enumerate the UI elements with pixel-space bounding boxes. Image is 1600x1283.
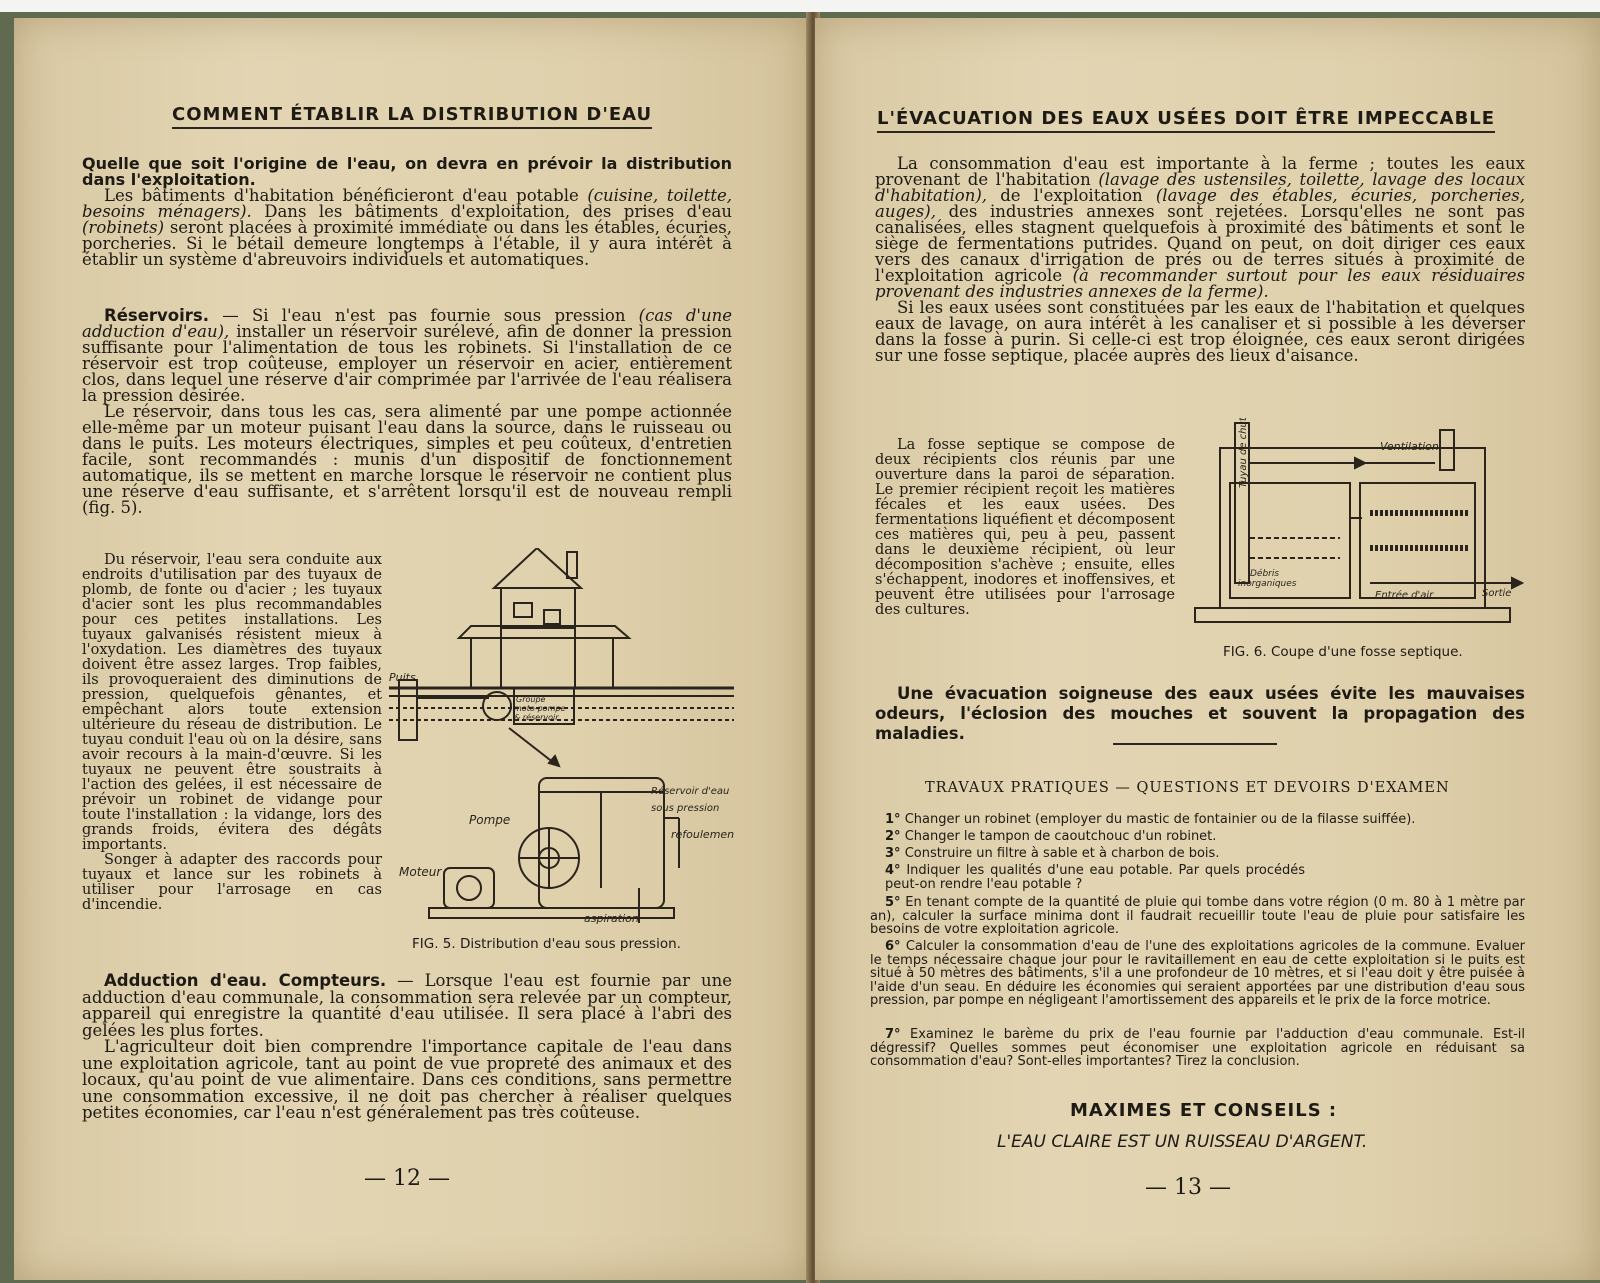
intro-paragraph	[82, 188, 732, 268]
conclusion-paragraph: L'agriculteur doit bien comprendre l'importance capitale de l'eau dans une exploitation agricole, tant au point de vue propreté des animaux et des locaux, qu'au point de vue alimentaire. Dans ces conditions, sans permettre une consommation excessive, il ne doit pas chercher à réaliser quelques petites économies, car l'eau n'est généralement pas très coûteuse.	[82, 1037, 732, 1122]
fig6-label-entree-air: Entrée d'air	[1375, 590, 1434, 601]
pipes-paragraph-2: Songer à adapter des raccords pour tuyaux et lance sur les robinets à utiliser pour l'arrosage en cas d'incendie.	[82, 852, 382, 913]
figure-5-drawing	[389, 548, 734, 933]
question-6	[870, 940, 1525, 1008]
foundation	[1195, 608, 1510, 622]
question-4	[885, 864, 1305, 891]
adduction-section	[82, 973, 732, 1122]
section-divider	[1113, 743, 1277, 745]
adduction-paragraph	[82, 973, 732, 1039]
pipes-paragraph: Du réservoir, l'eau sera conduite aux endroits d'utilisation par des tuyaux de plomb, de fonte ou d'acier ; les tuyaux d'acier sont les plus recommandables pour ces petites installations. Les tuyaux galvanisés résistent mieux à l'oxydation. Les diamètres des tuyaux doivent être assez larges. Trop faibles, ils provoqueraient des diminutions de pression, quelquefois gênantes, et empêchant alors toute extension ultérieure du réseau de distribution. Le tuyau conduit l'eau où on la désire, sans avoir recours à la main-d'œuvre. Si les tuyaux ne peuvent être soustraits à l'action des gelées, il est nécessaire de prévoir un robinet de vidange pour toute l'installation : la vidange, lors des grands froids, évitera des dégâts importants.	[82, 552, 382, 853]
right-page	[815, 18, 1600, 1280]
evac-text-e: des industries annexes sont rejetées. Lorsqu'elles ne sont pas canalisées, elles stagnent quelquefois à proximité des bâtiments et sont le siège de fermentations putrides. Quand on peut, on doit diriger ces eaux vers des canaux d'irrigation de prés ou de terres situés à proximité de l'exploitation agricole	[875, 202, 1525, 285]
barn-wall	[471, 638, 613, 688]
fosse-paragraph: La fosse septique se compose de deux récipients clos réunis par une ouverture dans la paroi de séparation. Le premier récipient reçoit les matières fécales et les eaux usées. Des fermentations liquéfient et décomposent ces matières qui, peu à peu, passent dans le deuxième récipient, où leur décomposition s'achève ; ensuite, elles s'échappent, inodores et inoffensives, et peuvent être utilisées pour l'arrosage des cultures.	[875, 437, 1175, 618]
fig5-label-groupe: Groupe	[516, 695, 546, 704]
intro-text-c: Dans les bâtiments d'exploitation, des prises d'eau	[251, 202, 732, 221]
question-2	[885, 830, 1525, 844]
question-text: Construire un filtre à sable et à charbon de bois.	[904, 846, 1220, 861]
fig5-label-pompe: Pompe	[469, 813, 511, 827]
adduction-heading: Adduction d'eau. Compteurs.	[104, 971, 387, 990]
figure-6-caption: FIG. 6. Coupe d'une fosse septique.	[1223, 644, 1463, 660]
figure-6	[1190, 418, 1525, 638]
evacuation-paragraph-2: Si les eaux usées sont constituées par les eaux de l'habitation et quelques eaux de lavage, on aura intérêt à les canaliser et si possible à les déverser dans la fosse à purin. Si celle-ci est trop éloignée, ces eaux seront dirigées sur une fosse septique, placée auprès des lieux d'aisance.	[875, 298, 1525, 365]
left-page-header: COMMENT ÉTABLIR LA DISTRIBUTION D'EAU	[172, 104, 652, 129]
intro-text-e: seront placées à proximité immédiate ou dans les étables, écuries, porcheries. Si le bétail demeure longtemps à l'étable, il y aura intérêt à établir un système d'abreuvoirs individuels et automatiques.	[82, 218, 732, 269]
fig5-label-aspiration: aspiration	[584, 912, 639, 925]
question-number: 1°	[885, 812, 901, 827]
question-text: En tenant compte de la quantité de pluie qui tombe dans votre région (0 m. 80 à 1 mètre par an), calculer la surface minima dont il faudrait recueillir toute l'eau de pluie pour satisfaire les besoins de votre exploitation agricole.	[870, 895, 1525, 937]
ventilation-pipe	[1440, 430, 1454, 470]
question-number: 2°	[885, 829, 901, 844]
intro-text-a: Les bâtiments d'habitation bénéficieront d'eau potable	[104, 186, 588, 205]
maximes-title: MAXIMES ET CONSEILS :	[1070, 1100, 1338, 1121]
fig6-label-sortie: Sortie	[1482, 588, 1512, 599]
second-chamber	[1360, 483, 1475, 598]
question-text: Calculer la consommation d'eau de l'une des exploitations agricoles de la commune. Evaluer le temps nécessaire chaque jour pour le ravitaillement en eau de cette exploitation si le puits est situé à 50 mètres des bâtiments, s'il a une profondeur de 10 mètres, et si l'eau doit y être puisée à l'aide d'un seau. En déduire les économies qui seraient apportées par une distribution d'eau sous pression, par pompe en négligeant l'amortissement des appareils et le prix de la force motrice.	[870, 939, 1525, 1008]
reservoirs-section	[82, 308, 732, 516]
evac-text-d: (lavage des étables, écuries, porcheries, auges),	[875, 186, 1525, 221]
right-page-header: L'ÉVACUATION DES EAUX USÉES DOIT ÊTRE IMPECCABLE	[877, 108, 1495, 133]
intro-bold: Quelle que soit l'origine de l'eau, on devra en prévoir la distribution dans l'exploitation.	[82, 154, 732, 189]
evacuation-section	[875, 156, 1525, 364]
fig5-label-reservoir-eau: Réservoir d'eau	[651, 786, 730, 797]
fig5-label-moto: moto-pompe	[514, 704, 566, 713]
travaux-pratiques-title: TRAVAUX PRATIQUES — QUESTIONS ET DEVOIRS D'EXAMEN	[925, 780, 1450, 796]
fig6-label-tuyau: Tuyau de chute	[1238, 418, 1249, 488]
evac-text-f: (à recommander surtout pour les eaux résiduaires provenant des industries annexes de la ferme).	[875, 266, 1526, 301]
bold-statement: Une évacuation soigneuse des eaux usées évite les mauvaises odeurs, l'éclosion des mouches et souvent la propagation des maladies.	[875, 684, 1525, 743]
evacuation-paragraph	[875, 156, 1525, 300]
maxime-text: L'EAU CLAIRE EST UN RUISSEAU D'ARGENT.	[997, 1132, 1368, 1152]
figure-6-drawing	[1190, 418, 1525, 638]
left-page	[14, 18, 809, 1280]
adduction-text: — Lorsque l'eau est fournie par une adduction d'eau communale, la consommation sera relevée par un compteur, appareil qui enregistre la quantité d'eau utilisée. Il sera placé à l'abri des gelées les plus fortes.	[82, 971, 732, 1040]
question-number: 4°	[885, 863, 901, 878]
reservoirs-text-c: installer un réservoir surélevé, afin de donner la pression suffisante pour l'alimentation de tous les robinets. Si l'installation de ce réservoir est trop coûteuse, employer un réservoir en acier, entièrement clos, dans lequel une réserve d'air comprimée par l'arrivée de l'eau réalisera la pression désirée.	[82, 322, 732, 405]
question-1	[885, 813, 1525, 827]
question-number: 5°	[885, 895, 901, 910]
fosse-text	[875, 438, 1175, 618]
pipes-section	[82, 553, 382, 913]
reservoirs-paragraph-2: Le réservoir, dans tous les cas, sera alimenté par une pompe actionnée elle-même par un moteur puisant l'eau dans la source, dans le ruisseau ou dans le puits. Les moteurs électriques, simples et peu coûteux, d'entretien facile, sont recommandés : munis d'un dispositif de fonctionnement automatique, ils se mettent en marche lorsque le réservoir ne contient plus une réserve d'eau suffisante, et s'arrêtent lorsqu'il est de nouveau rempli (fig. 5).	[82, 402, 732, 517]
right-page-number: — 13 —	[1145, 1175, 1231, 1200]
fig5-label-moteur: Moteur	[399, 865, 442, 879]
reservoirs-heading: Réservoirs.	[104, 306, 210, 325]
evac-text-a: La consommation d'eau est importante à la ferme ; toutes les eaux provenant de l'habitation	[875, 154, 1525, 189]
figure-5	[389, 548, 734, 933]
figure-5-caption: FIG. 5. Distribution d'eau sous pression.	[412, 936, 681, 952]
fig5-label-sous-pression: sous pression	[651, 803, 720, 814]
fig5-label-puits: Puits	[389, 671, 416, 684]
question-number: 6°	[885, 939, 901, 954]
intro-section	[82, 156, 732, 268]
chimney	[567, 552, 577, 578]
evac-text-c: de l'exploitation	[987, 186, 1156, 205]
question-7	[870, 1028, 1525, 1069]
fig6-label-debris: Débris	[1250, 569, 1280, 579]
question-number: 3°	[885, 846, 901, 861]
fig6-label-ventilation: Ventilation	[1380, 440, 1439, 453]
question-number: 7°	[885, 1027, 901, 1042]
evac-text-b: (lavage des ustensiles, toilette, lavage des locaux d'habitation),	[875, 170, 1525, 205]
fig6-label-inorganiques: inorganiques	[1238, 579, 1297, 589]
fig5-label-reservoir: & réservoir	[514, 713, 559, 722]
question-text: Examinez le barème du prix de l'eau fournie par l'adduction d'eau communale. Est-il dégressif? Quelles sommes peut économiser une exploitation agricole en réduisant sa consommation d'eau? Sont-elles importantes? Tirez la conclusion.	[870, 1027, 1525, 1069]
motor	[444, 868, 494, 908]
reservoirs-text-b: (cas d'une adduction d'eau),	[82, 306, 732, 341]
reservoirs-paragraph	[82, 308, 732, 404]
question-3	[885, 847, 1525, 861]
question-text: Changer un robinet (employer du mastic de fontainier ou de la filasse suiffée).	[904, 812, 1416, 827]
open-book	[0, 12, 1600, 1283]
intro-text-d: (robinets)	[82, 218, 165, 237]
question-text: Indiquer les qualités d'une eau potable. Par quels procédés peut-on rendre l'eau potable ?	[885, 863, 1305, 892]
fig5-label-refoulement: refoulement	[671, 828, 734, 841]
question-text: Changer le tampon de caoutchouc d'un robinet.	[904, 829, 1217, 844]
intro-text-b: (cuisine, toilette, besoins ménagers).	[82, 186, 732, 221]
left-page-number: — 12 —	[364, 1166, 450, 1191]
reservoirs-text-a: — Si l'eau n'est pas fournie sous pression	[209, 306, 639, 325]
question-5	[870, 896, 1525, 937]
